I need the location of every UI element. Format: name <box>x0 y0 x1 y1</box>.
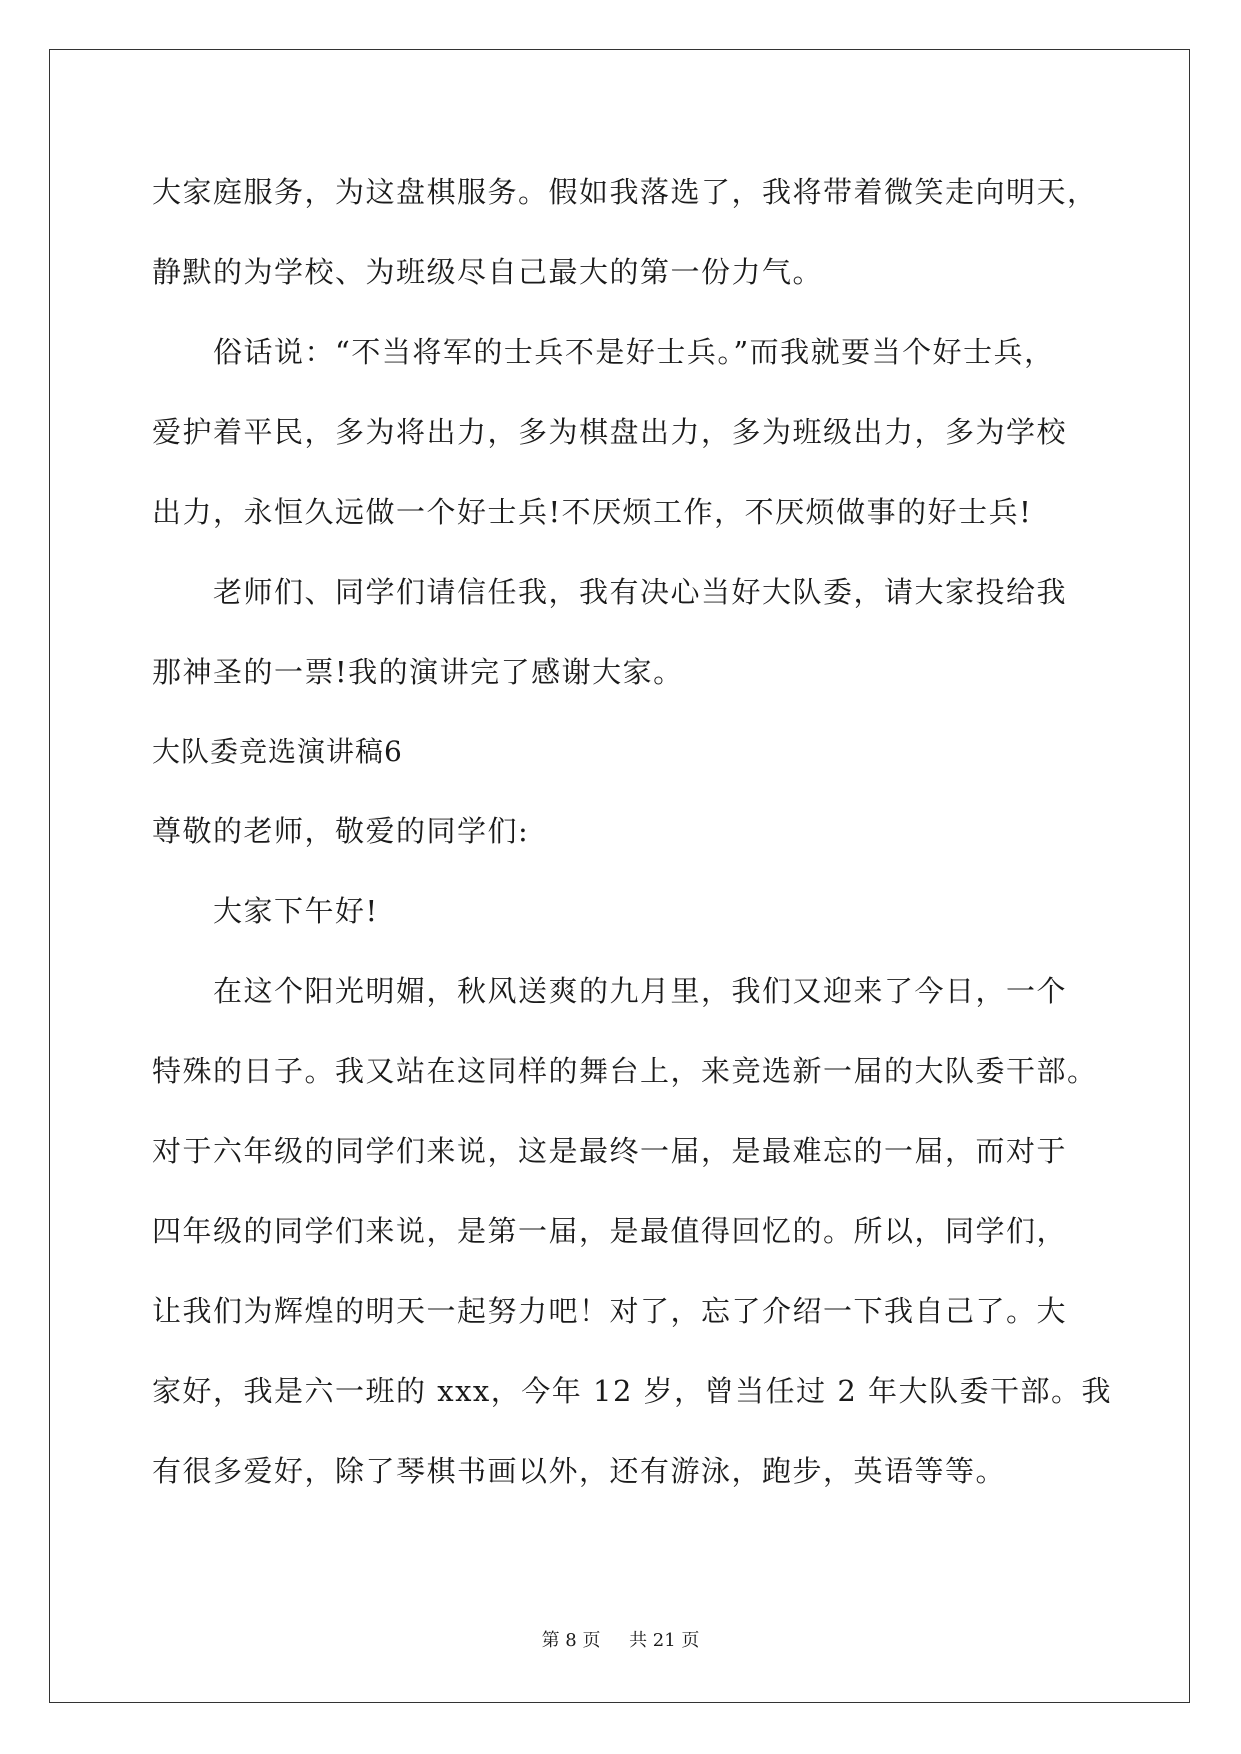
body-line: 有很多爱好，除了琴棋书画以外，还有游泳，跑步，英语等等。 <box>152 1454 1007 1488</box>
page-number: 第 8 页 <box>541 1630 601 1651</box>
page-total: 共 21 页 <box>629 1630 700 1651</box>
paragraph-start-line: 俗话说：“不当将军的士兵不是好士兵。”而我就要当个好士兵， <box>213 335 1055 369</box>
body-line: 家好，我是六一班的 xxx，今年 12 岁，曾当任过 2 年大队委干部。我 <box>152 1374 1113 1408</box>
salutation-line: 尊敬的老师，敬爱的同学们: <box>152 814 530 848</box>
page-footer <box>0 1630 1241 1652</box>
paragraph-start-line: 老师们、同学们请信任我，我有决心当好大队委，请大家投给我 <box>213 575 1068 609</box>
body-line: 出力，永恒久远做一个好士兵!不厌烦工作，不厌烦做事的好士兵! <box>152 495 1033 529</box>
body-line: 让我们为辉煌的明天一起努力吧！对了，忘了介绍一下我自己了。大 <box>152 1294 1068 1328</box>
body-line: 特殊的日子。我又站在这同样的舞台上，来竞选新一届的大队委干部。 <box>152 1054 1098 1088</box>
greeting-line: 大家下午好! <box>213 894 379 928</box>
body-line: 静默的为学校、为班级尽自己最大的第一份力气。 <box>152 255 824 289</box>
body-line: 爱护着平民，多为将出力，多为棋盘出力，多为班级出力，多为学校 <box>152 415 1068 449</box>
body-line: 四年级的同学们来说，是第一届，是最值得回忆的。所以，同学们， <box>152 1214 1068 1248</box>
body-line: 那神圣的一票!我的演讲完了感谢大家。 <box>152 655 684 689</box>
section-heading: 大队委竞选演讲稿6 <box>152 735 403 768</box>
body-line: 对于六年级的同学们来说，这是最终一届，是最难忘的一届，而对于 <box>152 1134 1068 1168</box>
body-line: 大家庭服务，为这盘棋服务。假如我落选了，我将带着微笑走向明天， <box>152 175 1098 209</box>
paragraph-start-line: 在这个阳光明媚，秋风送爽的九月里，我们又迎来了今日，一个 <box>213 974 1068 1008</box>
